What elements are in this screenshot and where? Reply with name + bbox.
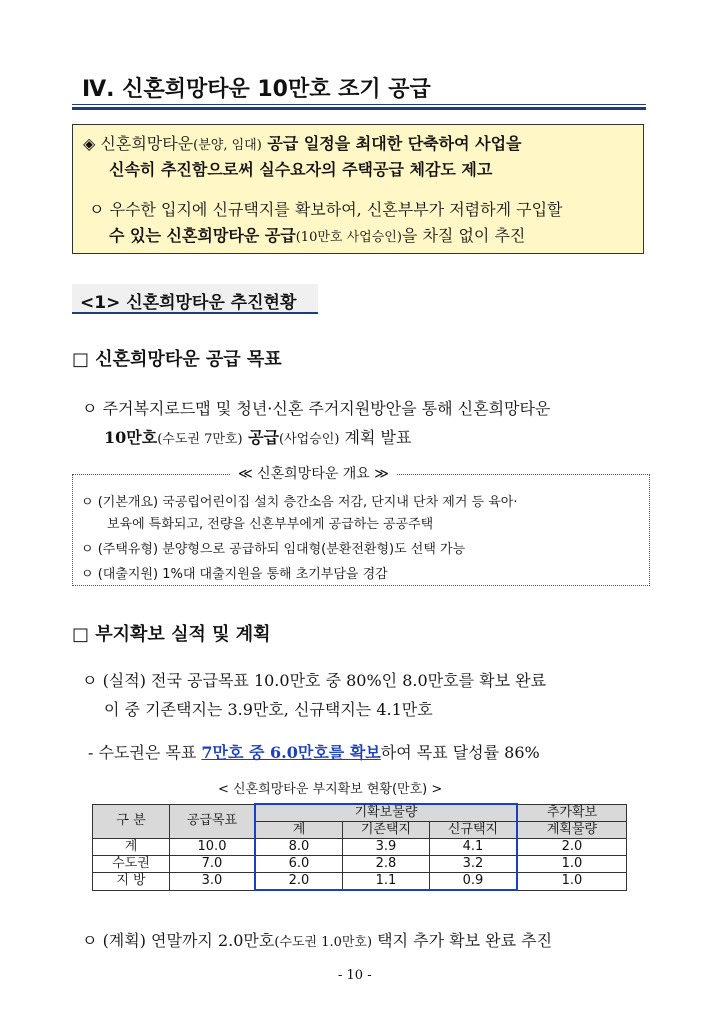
summary-text-a: 신혼희망타운: [100, 134, 194, 153]
summary-bullet-text-2a: 수 있는 신혼희망타운 공급: [109, 226, 296, 245]
overview-text-2: (주택유형) 분양형으로 공급하되 임대형(분환전환형)도 선택 가능: [97, 542, 466, 557]
cell-plan: 2.0: [517, 839, 627, 856]
summary-text-c: 공급 일정을 최대한 단축하여 사업을: [261, 134, 522, 153]
goal-line-1: [82, 396, 550, 419]
cell-target: 10.0: [170, 839, 256, 856]
header-secured: 기확보물량: [255, 804, 517, 822]
subsection-heading: [72, 284, 318, 314]
plan-text-c: 택지 추가 확보 완료 추진: [372, 931, 553, 950]
section-title: Ⅳ. 신혼희망타운 10만호 조기 공급: [82, 77, 431, 102]
subsection-title: <1> 신혼희망타운 추진현황: [80, 293, 297, 313]
goal-line-2: [104, 425, 411, 448]
summary-text-b: (분양, 임대): [193, 138, 262, 153]
title-rule-thick: [72, 107, 646, 110]
goal-text-2a: 10만호: [104, 428, 158, 447]
summary-diamond-line-1: [83, 131, 522, 154]
goal-text-2d: (사업승인): [279, 432, 340, 447]
plan-text-a: (계획) 연말까지 2.0만호: [102, 931, 275, 950]
cell-label: 지 방: [93, 873, 170, 891]
overview-title: ≪ 신혼희망타운 개요 ≫: [230, 463, 397, 483]
circle-bullet-icon: ㅇ: [89, 200, 105, 219]
cell-new: 4.1: [430, 839, 518, 856]
header-division: 구 분: [93, 804, 170, 839]
goal-text-1: 주거복지로드맵 및 청년·신혼 주거지원방안을 통해 신혼희망타운: [102, 399, 551, 418]
overview-item-3: [81, 563, 388, 582]
table-header-row: [93, 804, 627, 822]
table-row: [93, 873, 627, 891]
header-additional-1: 추가확보: [517, 804, 627, 822]
table-row: [93, 856, 627, 873]
overview-item-1: [81, 491, 518, 510]
summary-bullet-text-2c: 을 차질 없이 추진: [401, 226, 526, 245]
cell-new: 0.9: [430, 873, 518, 891]
goal-text-2b: (수도권 7만호): [157, 432, 243, 447]
circle-bullet-icon: ㅇ: [81, 567, 98, 582]
cell-label: 계: [93, 839, 170, 856]
header-sub-total: 계: [255, 822, 343, 839]
page-number: - 10 -: [338, 968, 372, 983]
land-result-line-1: [82, 668, 546, 691]
metro-line: [88, 740, 540, 763]
cell-plan: 1.0: [517, 856, 627, 873]
cell-total: 2.0: [255, 873, 343, 891]
header-additional-2: 계획물량: [517, 822, 627, 839]
cell-existing: 1.1: [343, 873, 430, 891]
goal-text-2c: 공급: [242, 428, 280, 447]
metro-text-c: 하여 목표 달성률 86%: [380, 743, 540, 762]
table-row: [93, 839, 627, 856]
header-sub-new: 신규택지: [430, 822, 518, 839]
overview-box: [72, 474, 650, 586]
overview-text-1: (기본개요) 국공립어린이집 설치 층간소음 저감, 단지내 단차 제거 등 육아·: [97, 495, 518, 510]
land-status-table: [92, 803, 627, 891]
metro-text-a: - 수도권은 목표: [88, 743, 202, 762]
land-result-line-2: 이 중 기존택지는 3.9만호, 신규택지는 4.1만호: [104, 700, 433, 719]
table-caption: < 신혼희망타운 부지확보 현황(만호) >: [218, 782, 443, 797]
cell-total: 6.0: [255, 856, 343, 873]
cell-new: 3.2: [430, 856, 518, 873]
summary-diamond-line-2: 신속히 추진함으로써 실수요자의 주택공급 체감도 제고: [109, 160, 493, 179]
header-sub-existing: 기존택지: [343, 822, 430, 839]
cell-label: 수도권: [93, 856, 170, 873]
plan-text-b: (수도권 1.0만호): [274, 935, 373, 950]
overview-text-3: (대출지원) 1%대 대출지원을 통해 초기부담을 경감: [97, 567, 388, 582]
cell-target: 3.0: [170, 873, 256, 891]
cell-existing: 2.8: [343, 856, 430, 873]
circle-bullet-icon: ㅇ: [81, 542, 98, 557]
cell-existing: 3.9: [343, 839, 430, 856]
cell-plan: 1.0: [517, 873, 627, 891]
circle-bullet-icon: ㅇ: [81, 495, 98, 510]
circle-bullet-icon: ㅇ: [82, 671, 98, 690]
plan-line: [82, 928, 552, 951]
diamond-bullet-icon: ◈: [83, 134, 96, 153]
summary-bullet-text-1: 우수한 입지에 신규택지를 확보하여, 신혼부부가 저렴하게 구입할: [109, 200, 563, 219]
cell-total: 8.0: [255, 839, 343, 856]
header-target: 공급목표: [170, 804, 256, 839]
metro-text-b: 7만호 중 6.0만호를 확보: [201, 743, 381, 762]
summary-bullet-line-2: [109, 223, 525, 246]
summary-bullet-line-1: [89, 197, 562, 220]
summary-bullet-text-2b: (10만호 사업승인): [295, 230, 402, 245]
circle-bullet-icon: ㅇ: [82, 931, 98, 950]
goal-text-2e: 계획 발표: [339, 428, 412, 447]
goal-heading: □ 신혼희망타운 공급 목표: [72, 349, 282, 370]
overview-item-1-cont: 보육에 특화되고, 전량을 신혼부부에게 공급하는 공공주택: [107, 517, 434, 532]
title-rule-thin: [72, 104, 646, 105]
circle-bullet-icon: ㅇ: [82, 399, 98, 418]
summary-box: [72, 124, 644, 254]
overview-item-2: [81, 538, 465, 557]
land-result-text-1: (실적) 전국 공급목표 10.0만호 중 80%인 8.0만호를 확보 완료: [102, 671, 547, 690]
land-heading: □ 부지확보 실적 및 계획: [72, 624, 271, 645]
cell-target: 7.0: [170, 856, 256, 873]
